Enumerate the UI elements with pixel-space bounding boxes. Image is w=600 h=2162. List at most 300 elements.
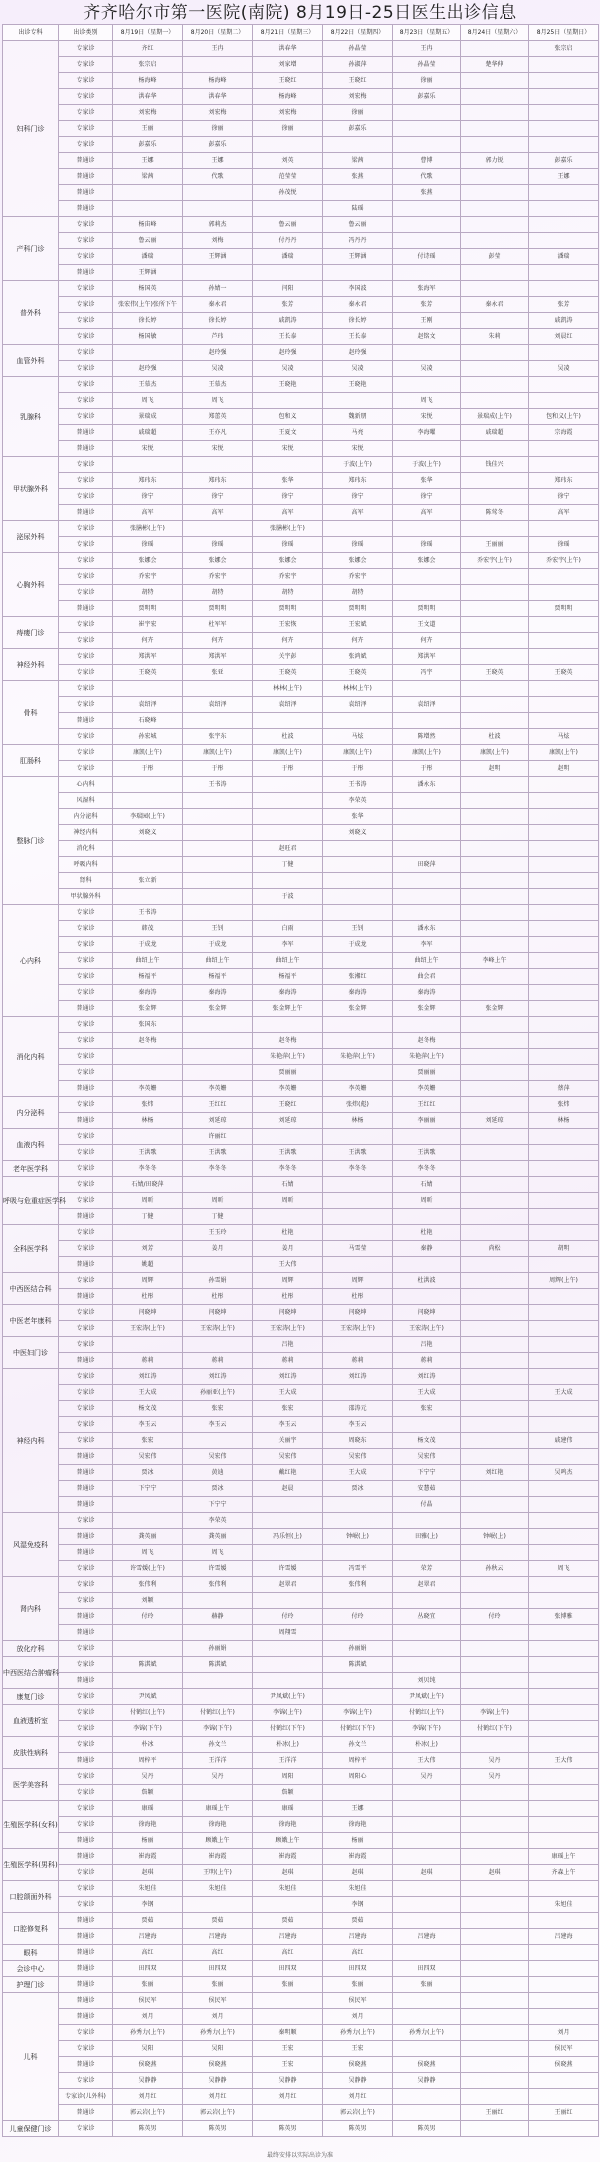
table-row bbox=[3, 857, 599, 873]
table-row bbox=[3, 1641, 599, 1657]
doctor-cell bbox=[393, 121, 461, 137]
table-row bbox=[3, 1849, 599, 1865]
visit-type-cell: 普通诊 bbox=[59, 1209, 113, 1225]
doctor-cell: 吴宏伟 bbox=[393, 1449, 461, 1465]
doctor-cell: 侯民军 bbox=[113, 1993, 183, 2009]
doctor-cell: 秦明顺 bbox=[253, 2025, 323, 2041]
doctor-cell bbox=[461, 1353, 529, 1369]
doctor-cell: 刘晨红 bbox=[529, 329, 599, 345]
doctor-cell: 高军 bbox=[529, 505, 599, 521]
doctor-cell: 周飞 bbox=[113, 1545, 183, 1561]
doctor-cell bbox=[529, 1129, 599, 1145]
doctor-cell: 孙秋云 bbox=[461, 1561, 529, 1577]
visit-type-cell: 专家诊 bbox=[59, 905, 113, 921]
doctor-cell: 梁茜 bbox=[323, 153, 393, 169]
doctor-cell: 王宏涛(上午) bbox=[113, 1321, 183, 1337]
table-row bbox=[3, 1385, 599, 1401]
doctor-cell bbox=[253, 265, 323, 281]
doctor-cell bbox=[393, 1641, 461, 1657]
doctor-cell: 闫晓坤 bbox=[253, 1305, 323, 1321]
doctor-cell bbox=[529, 2073, 599, 2089]
department-name: 中医老年康科 bbox=[3, 1305, 59, 1337]
doctor-cell: 刘月红 bbox=[253, 2089, 323, 2105]
doctor-cell: 张丽 bbox=[323, 1977, 393, 1993]
doctor-cell: 王娜 bbox=[529, 169, 599, 185]
doctor-cell: 李玉云 bbox=[183, 1417, 253, 1433]
doctor-cell bbox=[529, 265, 599, 281]
doctor-cell bbox=[183, 1689, 253, 1705]
department-name: 中医妇门诊 bbox=[3, 1337, 59, 1369]
department-name: 眼科 bbox=[3, 1945, 59, 1961]
doctor-cell bbox=[323, 905, 393, 921]
doctor-cell: 徐长婷 bbox=[183, 313, 253, 329]
doctor-cell: 龚英丽 bbox=[113, 1529, 183, 1545]
doctor-cell: 李锦(上午) bbox=[323, 1705, 393, 1721]
doctor-cell: 杜彤 bbox=[323, 1289, 393, 1305]
doctor-cell: 刘月 bbox=[529, 2025, 599, 2041]
doctor-cell bbox=[529, 1785, 599, 1801]
doctor-cell bbox=[113, 457, 183, 473]
doctor-cell: 刘英 bbox=[253, 153, 323, 169]
table-row bbox=[3, 1145, 599, 1161]
doctor-cell: 付鹤红(下午) bbox=[253, 1721, 323, 1737]
visit-type-cell: 专家诊 bbox=[59, 1177, 113, 1193]
doctor-cell: 张丽 bbox=[113, 1977, 183, 1993]
doctor-cell: 李英姗 bbox=[253, 1081, 323, 1097]
doctor-cell: 王晓英 bbox=[113, 665, 183, 681]
doctor-cell bbox=[529, 633, 599, 649]
doctor-cell: 张娜会 bbox=[253, 553, 323, 569]
department-name: 呼吸与危重症医学科 bbox=[3, 1177, 59, 1225]
doctor-cell: 芦玮 bbox=[183, 329, 253, 345]
table-row bbox=[3, 1065, 599, 1081]
doctor-cell: 杨丽 bbox=[113, 1833, 183, 1849]
doctor-cell bbox=[529, 1945, 599, 1961]
table-row bbox=[3, 473, 599, 489]
visit-type-cell: 普通诊 bbox=[59, 2057, 113, 2073]
doctor-cell: 吴丹 bbox=[113, 1769, 183, 1785]
table-row bbox=[3, 1113, 599, 1129]
doctor-cell: 杨文茂 bbox=[393, 1433, 461, 1449]
doctor-cell bbox=[323, 1689, 393, 1705]
doctor-cell: 周阳心 bbox=[323, 1769, 393, 1785]
doctor-cell bbox=[113, 345, 183, 361]
doctor-cell: 刘月红 bbox=[323, 2089, 393, 2105]
doctor-cell bbox=[529, 697, 599, 713]
page-title: 齐齐哈尔市第一医院(南院) 8月19日-25日医生出诊信息 bbox=[83, 3, 517, 23]
doctor-cell bbox=[529, 393, 599, 409]
doctor-cell bbox=[461, 313, 529, 329]
doctor-cell bbox=[461, 969, 529, 985]
table-row bbox=[3, 1257, 599, 1273]
doctor-cell bbox=[461, 1225, 529, 1241]
doctor-cell bbox=[461, 1129, 529, 1145]
doctor-cell: 张华 bbox=[323, 809, 393, 825]
doctor-cell bbox=[253, 2105, 323, 2121]
doctor-cell: 杨福平 bbox=[113, 969, 183, 985]
visit-type-cell: 普通诊 bbox=[59, 1081, 113, 1097]
visit-type-cell: 普通诊 bbox=[59, 1945, 113, 1961]
visit-type-cell: 专家诊 bbox=[59, 473, 113, 489]
doctor-cell: 张宏 bbox=[183, 1401, 253, 1417]
doctor-cell: 崔海霞 bbox=[183, 1849, 253, 1865]
doctor-cell bbox=[461, 1049, 529, 1065]
doctor-cell bbox=[461, 1305, 529, 1321]
doctor-cell: 蒋莉 bbox=[393, 1353, 461, 1369]
doctor-cell bbox=[529, 1353, 599, 1369]
table-row bbox=[3, 1289, 599, 1305]
doctor-cell bbox=[461, 569, 529, 585]
doctor-cell: 马炫 bbox=[529, 729, 599, 745]
doctor-cell bbox=[461, 1545, 529, 1561]
table-row bbox=[3, 1881, 599, 1897]
doctor-cell: 刘梅 bbox=[183, 233, 253, 249]
doctor-cell bbox=[461, 2121, 529, 2137]
table-row bbox=[3, 2009, 599, 2025]
doctor-cell: 孙丽亚(上午) bbox=[183, 1385, 253, 1401]
table-row bbox=[3, 553, 599, 569]
doctor-cell: 周飞 bbox=[183, 393, 253, 409]
doctor-cell: 赵铭文 bbox=[393, 329, 461, 345]
doctor-cell: 杜军军 bbox=[183, 617, 253, 633]
table-row bbox=[3, 1177, 599, 1193]
doctor-cell: 徐宁 bbox=[183, 489, 253, 505]
doctor-cell bbox=[393, 889, 461, 905]
doctor-cell: 赵冬梅 bbox=[113, 1033, 183, 1049]
table-row bbox=[3, 1353, 599, 1369]
table-row bbox=[3, 953, 599, 969]
doctor-cell: 戚凯涛 bbox=[529, 313, 599, 329]
doctor-cell bbox=[461, 1993, 529, 2009]
doctor-cell: 关宇彭 bbox=[253, 649, 323, 665]
doctor-cell: 付晶 bbox=[393, 1497, 461, 1513]
doctor-cell: 陈淇斌 bbox=[113, 1657, 183, 1673]
table-row bbox=[3, 665, 599, 681]
doctor-cell: 杜彤 bbox=[113, 1289, 183, 1305]
doctor-cell bbox=[393, 377, 461, 393]
doctor-cell: 徐丽 bbox=[323, 105, 393, 121]
doctor-cell: 吴鸣杰 bbox=[529, 1465, 599, 1481]
doctor-cell: 赵琪 bbox=[461, 1865, 529, 1881]
visit-type-cell: 专家诊 bbox=[59, 665, 113, 681]
doctor-cell bbox=[393, 1593, 461, 1609]
visit-type-cell: 专家诊 bbox=[59, 1145, 113, 1161]
doctor-cell: 贾明明 bbox=[113, 601, 183, 617]
doctor-cell bbox=[529, 969, 599, 985]
doctor-cell bbox=[323, 1545, 393, 1561]
doctor-cell: 刘月 bbox=[183, 2009, 253, 2025]
doctor-cell bbox=[393, 713, 461, 729]
doctor-cell: 杨海峰 bbox=[113, 73, 183, 89]
doctor-cell bbox=[461, 185, 529, 201]
doctor-cell bbox=[393, 1289, 461, 1305]
doctor-cell bbox=[393, 521, 461, 537]
doctor-cell: 孙茂悦 bbox=[253, 185, 323, 201]
doctor-cell: 李钢 bbox=[323, 1897, 393, 1913]
table-row bbox=[3, 345, 599, 361]
doctor-cell: 吴静静 bbox=[253, 2073, 323, 2089]
doctor-cell: 于成龙 bbox=[183, 937, 253, 953]
doctor-cell: 王明(上午) bbox=[183, 1865, 253, 1881]
doctor-cell bbox=[461, 89, 529, 105]
doctor-cell bbox=[529, 1833, 599, 1849]
doctor-cell bbox=[529, 2121, 599, 2137]
doctor-cell bbox=[183, 1673, 253, 1689]
doctor-cell bbox=[529, 73, 599, 89]
doctor-cell: 王钊 bbox=[323, 921, 393, 937]
table-row bbox=[3, 329, 599, 345]
doctor-cell: 周昕 bbox=[393, 1193, 461, 1209]
visit-type-cell: 普通诊 bbox=[59, 425, 113, 441]
doctor-cell: 袁绍泽 bbox=[393, 697, 461, 713]
doctor-cell: 刘芳 bbox=[113, 1241, 183, 1257]
doctor-cell: 高军 bbox=[253, 505, 323, 521]
table-row bbox=[3, 761, 599, 777]
doctor-cell: 王长泰 bbox=[253, 329, 323, 345]
doctor-cell: 于成龙 bbox=[323, 937, 393, 953]
doctor-cell: 李冬冬 bbox=[393, 1161, 461, 1177]
doctor-cell bbox=[461, 937, 529, 953]
doctor-cell: 王慕杰 bbox=[113, 377, 183, 393]
doctor-cell bbox=[461, 1081, 529, 1097]
doctor-cell: 王娜 bbox=[183, 153, 253, 169]
doctor-cell bbox=[253, 777, 323, 793]
doctor-cell: 林杨 bbox=[529, 1113, 599, 1129]
doctor-cell bbox=[393, 2009, 461, 2025]
doctor-cell bbox=[393, 585, 461, 601]
doctor-cell: 康瑶 bbox=[253, 1801, 323, 1817]
visit-type-cell: 专家诊 bbox=[59, 553, 113, 569]
doctor-cell: 王慕杰 bbox=[183, 377, 253, 393]
doctor-cell bbox=[253, 137, 323, 153]
doctor-cell bbox=[323, 889, 393, 905]
doctor-cell: 陈英男 bbox=[113, 2121, 183, 2137]
doctor-cell bbox=[113, 1513, 183, 1529]
visit-type-cell: 专家诊 bbox=[59, 1417, 113, 1433]
table-row bbox=[3, 873, 599, 889]
doctor-cell: 杨文茂 bbox=[113, 1401, 183, 1417]
table-row bbox=[3, 1097, 599, 1113]
doctor-cell: 乔宏宇 bbox=[323, 569, 393, 585]
doctor-cell bbox=[529, 1417, 599, 1433]
table-row bbox=[3, 937, 599, 953]
doctor-cell: 张伟利 bbox=[323, 1577, 393, 1593]
doctor-cell bbox=[323, 713, 393, 729]
doctor-cell: 梁茜 bbox=[113, 169, 183, 185]
doctor-cell: 戚瑞超 bbox=[461, 425, 529, 441]
doctor-cell bbox=[461, 1593, 529, 1609]
doctor-cell bbox=[461, 617, 529, 633]
doctor-cell: 戚凯涛 bbox=[253, 313, 323, 329]
doctor-cell: 何卉 bbox=[253, 633, 323, 649]
doctor-cell bbox=[529, 1673, 599, 1689]
visit-type-cell: 普通诊 bbox=[59, 1753, 113, 1769]
table-row bbox=[3, 2041, 599, 2057]
doctor-cell bbox=[461, 825, 529, 841]
doctor-cell bbox=[529, 1913, 599, 1929]
visit-type-cell: 专家诊 bbox=[59, 681, 113, 697]
department-name: 普外科 bbox=[3, 281, 59, 345]
doctor-cell: 王宏 bbox=[253, 2057, 323, 2073]
doctor-cell: 杜波 bbox=[461, 729, 529, 745]
doctor-cell: 许雪媛 bbox=[183, 1561, 253, 1577]
visit-type-cell: 普通诊 bbox=[59, 1609, 113, 1625]
doctor-cell: 李英姗 bbox=[183, 1081, 253, 1097]
visit-type-cell: 普通诊 bbox=[59, 185, 113, 201]
doctor-cell: 胡特 bbox=[253, 585, 323, 601]
doctor-cell: 张金辉 bbox=[461, 1001, 529, 1017]
doctor-cell: 杨丽 bbox=[323, 1833, 393, 1849]
doctor-cell: 康瑶 bbox=[113, 1801, 183, 1817]
doctor-cell bbox=[461, 585, 529, 601]
doctor-cell: 孙文兰 bbox=[323, 1737, 393, 1753]
doctor-cell bbox=[253, 1673, 323, 1689]
doctor-cell bbox=[461, 281, 529, 297]
doctor-cell: 杜艳 bbox=[393, 1225, 461, 1241]
doctor-cell: 侯民军 bbox=[529, 2041, 599, 2057]
doctor-cell: 侯民军 bbox=[323, 1993, 393, 2009]
doctor-cell: 张燕 bbox=[323, 169, 393, 185]
doctor-cell: 林杨 bbox=[323, 1113, 393, 1129]
doctor-cell bbox=[529, 1017, 599, 1033]
doctor-cell: 张国东 bbox=[113, 1017, 183, 1033]
doctor-cell bbox=[461, 1257, 529, 1273]
doctor-cell: 戚建伟 bbox=[529, 1433, 599, 1449]
doctor-cell bbox=[253, 201, 323, 217]
doctor-cell: 尹凤斌 bbox=[113, 1689, 183, 1705]
doctor-cell: 朱莉 bbox=[461, 329, 529, 345]
visit-type-cell: 普通诊 bbox=[59, 1497, 113, 1513]
doctor-cell bbox=[323, 1017, 393, 1033]
doctor-cell: 周翔雪 bbox=[253, 1625, 323, 1641]
visit-type-cell: 普通诊 bbox=[59, 1001, 113, 1017]
doctor-cell: 王红红 bbox=[183, 1097, 253, 1113]
department-name: 儿科 bbox=[3, 1993, 59, 2121]
doctor-cell bbox=[461, 1385, 529, 1401]
doctor-cell: 吴宏伟 bbox=[183, 1449, 253, 1465]
doctor-cell bbox=[529, 2089, 599, 2105]
doctor-cell bbox=[393, 809, 461, 825]
doctor-cell bbox=[393, 681, 461, 697]
doctor-cell: 王晓红 bbox=[323, 73, 393, 89]
visit-type-cell: 专家诊 bbox=[59, 57, 113, 73]
doctor-cell bbox=[393, 1945, 461, 1961]
doctor-cell: 胡特 bbox=[183, 585, 253, 601]
doctor-cell bbox=[529, 105, 599, 121]
visit-type-cell: 专家诊 bbox=[59, 1241, 113, 1257]
table-row bbox=[3, 265, 599, 281]
doctor-cell: 王大成 bbox=[323, 1465, 393, 1481]
doctor-cell bbox=[113, 1337, 183, 1353]
doctor-cell: 何卉 bbox=[323, 633, 393, 649]
doctor-cell: 吴丹 bbox=[393, 1769, 461, 1785]
doctor-cell bbox=[529, 1577, 599, 1593]
doctor-cell: 徐宁 bbox=[323, 489, 393, 505]
doctor-cell: 贾茹 bbox=[183, 1913, 253, 1929]
doctor-cell bbox=[323, 185, 393, 201]
doctor-cell: 范莹莹 bbox=[253, 169, 323, 185]
doctor-cell bbox=[529, 1225, 599, 1241]
doctor-cell bbox=[461, 1817, 529, 1833]
doctor-cell bbox=[461, 1689, 529, 1705]
schedule-table bbox=[2, 24, 599, 2137]
doctor-cell: 宋悦 bbox=[183, 441, 253, 457]
doctor-cell bbox=[529, 1257, 599, 1273]
doctor-cell: 魏新朋 bbox=[323, 409, 393, 425]
doctor-cell: 张鸿斌 bbox=[323, 649, 393, 665]
doctor-cell bbox=[529, 889, 599, 905]
visit-type-cell: 内分泌科 bbox=[59, 809, 113, 825]
doctor-cell: 石婧 bbox=[393, 1177, 461, 1193]
table-row bbox=[3, 2105, 599, 2121]
doctor-cell: 陆瑶 bbox=[323, 201, 393, 217]
doctor-cell bbox=[529, 201, 599, 217]
doctor-cell: 付鹤红(上午) bbox=[183, 1705, 253, 1721]
doctor-cell: 贾冰 bbox=[323, 1481, 393, 1497]
doctor-cell: 赵玲强 bbox=[183, 345, 253, 361]
doctor-cell bbox=[529, 1369, 599, 1385]
table-row bbox=[3, 1369, 599, 1385]
doctor-cell bbox=[113, 681, 183, 697]
doctor-cell bbox=[393, 569, 461, 585]
doctor-cell bbox=[253, 1897, 323, 1913]
doctor-cell: 周飞 bbox=[183, 1545, 253, 1561]
doctor-cell bbox=[393, 1849, 461, 1865]
doctor-cell bbox=[393, 1993, 461, 2009]
doctor-cell bbox=[253, 873, 323, 889]
doctor-cell: 刘月红 bbox=[113, 2089, 183, 2105]
doctor-cell bbox=[461, 441, 529, 457]
doctor-cell: 刘贝纯 bbox=[393, 1673, 461, 1689]
doctor-cell bbox=[529, 1193, 599, 1209]
doctor-cell bbox=[529, 441, 599, 457]
doctor-cell: 陈英男 bbox=[393, 2121, 461, 2137]
doctor-cell: 张湘红 bbox=[323, 969, 393, 985]
visit-type-cell: 专家诊 bbox=[59, 1657, 113, 1673]
doctor-cell: 王晓英 bbox=[323, 665, 393, 681]
visit-type-cell: 甲状腺外科 bbox=[59, 889, 113, 905]
doctor-cell: 钟岷(上) bbox=[323, 1529, 393, 1545]
doctor-cell: 闫晓坤 bbox=[113, 1305, 183, 1321]
doctor-cell bbox=[529, 1817, 599, 1833]
doctor-cell bbox=[461, 1161, 529, 1177]
doctor-cell bbox=[253, 1497, 323, 1513]
doctor-cell: 周梓平 bbox=[113, 1753, 183, 1769]
doctor-cell: 于波(上午) bbox=[393, 457, 461, 473]
doctor-cell: 张宏伟(上午)张所下午 bbox=[113, 297, 183, 313]
doctor-cell: 王大成 bbox=[529, 1385, 599, 1401]
table-row bbox=[3, 569, 599, 585]
doctor-cell: 何卉 bbox=[113, 633, 183, 649]
visit-type-cell: 专家诊 bbox=[59, 409, 113, 425]
doctor-cell: 郑玮东 bbox=[323, 473, 393, 489]
doctor-cell: 乔宏宇 bbox=[183, 569, 253, 585]
doctor-cell: 侯晓燕 bbox=[113, 2057, 183, 2073]
doctor-cell bbox=[323, 953, 393, 969]
doctor-cell: 王丽红 bbox=[461, 2105, 529, 2121]
doctor-cell bbox=[461, 2025, 529, 2041]
doctor-cell: 张芳 bbox=[253, 297, 323, 313]
doctor-cell: 田四双 bbox=[183, 1961, 253, 1977]
table-row bbox=[3, 1913, 599, 1929]
visit-type-cell: 普通诊 bbox=[59, 1353, 113, 1369]
doctor-cell bbox=[393, 217, 461, 233]
visit-type-cell: 专家诊 bbox=[59, 313, 113, 329]
doctor-cell: 徐瑶 bbox=[253, 537, 323, 553]
department-name: 护理门诊 bbox=[3, 1977, 59, 1993]
doctor-cell: 闫阳 bbox=[253, 281, 323, 297]
doctor-cell bbox=[529, 1321, 599, 1337]
